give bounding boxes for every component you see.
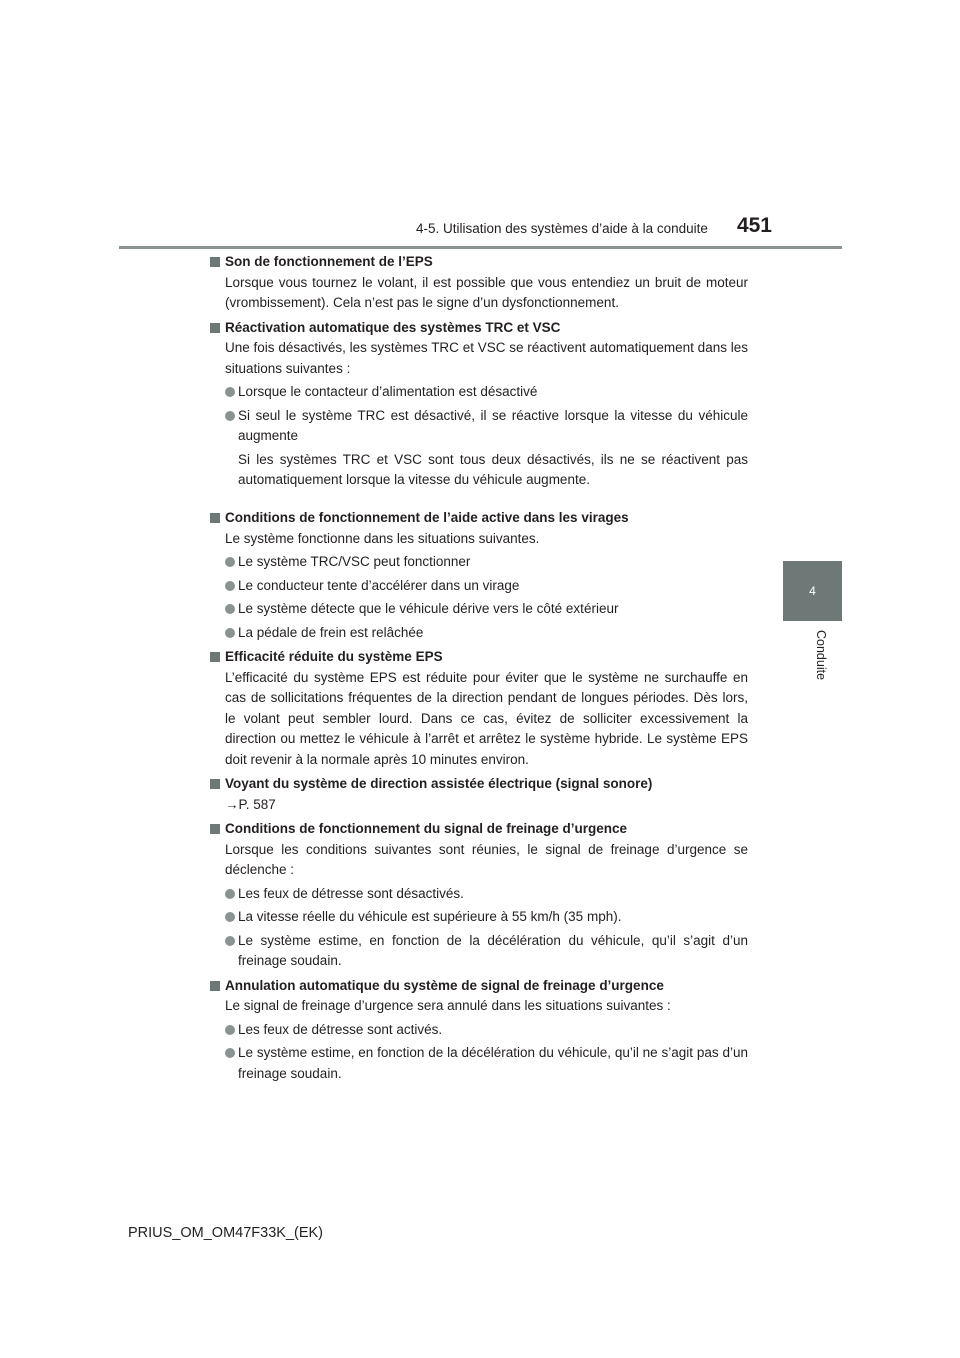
- list-item-text: Le conducteur tente d’accélérer dans un virage: [238, 577, 520, 593]
- list-item: [210, 623, 748, 644]
- list-item-text: Lorsque le contacteur d’alimentation est désactivé: [238, 384, 538, 399]
- list-item-text: Si seul le système TRC est désactivé, il se réactive lorsque la vitesse du véhicule augmente: [238, 407, 748, 443]
- round-bullet-icon: [225, 936, 235, 946]
- section-emergency-brake-signal-conditions: [210, 819, 748, 972]
- section-title: Efficacité réduite du système EPS: [225, 649, 443, 664]
- round-bullet-icon: [225, 912, 235, 922]
- list-item: [210, 552, 748, 573]
- list-item: [210, 406, 748, 447]
- section-title: Conditions de fonctionnement du signal de freinage d’urgence: [225, 821, 628, 836]
- page-number: 451: [736, 214, 772, 237]
- list-item-text: Les feux de détresse sont désactivés.: [238, 885, 464, 901]
- page-content: [210, 252, 748, 1084]
- section-trc-vsc-reactivation: [210, 318, 748, 491]
- section-paragraph: Le système fonctionne dans les situations suivantes.: [225, 530, 540, 546]
- section-paragraph: Lorsque vous tournez le volant, il est possible que vous entendiez un bruit de moteur (vrombissement). Cela n’est pas le signe d’un dysfonctionnement.: [225, 274, 748, 310]
- square-bullet-icon: [210, 779, 220, 789]
- round-bullet-icon: [225, 1048, 235, 1058]
- round-bullet-icon: [225, 557, 235, 567]
- section-title: Réactivation automatique des systèmes TRC et VSC: [225, 319, 561, 335]
- square-bullet-icon: [210, 824, 220, 834]
- square-bullet-icon: [210, 652, 220, 662]
- round-bullet-icon: [225, 1025, 235, 1035]
- section-eps-reduced-efficiency: [210, 647, 748, 770]
- round-bullet-icon: [225, 604, 235, 614]
- list-item-text: La pédale de frein est relâchée: [238, 624, 424, 640]
- list-item: [210, 599, 748, 620]
- list-item-text: Le système TRC/VSC peut fonctionner: [238, 554, 471, 569]
- round-bullet-icon: [225, 628, 235, 638]
- chapter-tab: [783, 561, 842, 621]
- section-title: Son de fonctionnement de l’EPS: [225, 254, 433, 269]
- round-bullet-icon: [225, 889, 235, 899]
- section-active-cornering-assist: [210, 508, 748, 643]
- round-bullet-icon: [225, 387, 235, 397]
- chapter-number: 4: [809, 584, 816, 598]
- section-eps-warning-light: [210, 774, 748, 815]
- chapter-label: Conduite: [814, 630, 828, 681]
- list-item: [210, 931, 748, 972]
- document-code: PRIUS_OM_OM47F33K_(EK): [128, 1225, 324, 1241]
- section-paragraph: Une fois désactivés, les systèmes TRC et VSC se réactivent automatiquement dans les situations suivantes :: [225, 340, 748, 376]
- list-item: [210, 907, 748, 928]
- square-bullet-icon: [210, 981, 220, 991]
- section-paragraph: L’efficacité du système EPS est réduite pour éviter que le système ne surchauffe en cas de sollicitations fréquentes de la direction pendant de longues périodes. Dès lors, le volant peut sembler lourd. Dans ce cas, évitez de solliciter excessivement la direction ou mettez le véhicule à l’arrêt et arrêtez le système hybride. Le système EPS doit revenir à la normale après 10 minutes environ.: [225, 669, 748, 767]
- section-eps-sound: [210, 252, 748, 314]
- round-bullet-icon: [225, 581, 235, 591]
- list-item-text: La vitesse réelle du véhicule est supérieure à 55 km/h (35 mph).: [238, 909, 622, 924]
- section-title: Annulation automatique du système de signal de freinage d’urgence: [225, 977, 664, 993]
- list-item: [210, 1020, 748, 1041]
- header-divider: [119, 246, 842, 249]
- section-emergency-brake-signal-cancel: [210, 976, 748, 1085]
- list-item-text: Le système détecte que le véhicule dérive vers le côté extérieur: [238, 601, 619, 616]
- page-reference: →P. 587: [225, 796, 276, 812]
- list-item-text: Le système estime, en fonction de la décélération du véhicule, qu’il s’agit d’un freinage soudain.: [238, 932, 748, 968]
- section-paragraph: Le signal de freinage d’urgence sera annulé dans les situations suivantes :: [225, 998, 671, 1013]
- list-item: [210, 884, 748, 905]
- section-title: Voyant du système de direction assistée électrique (signal sonore): [225, 776, 653, 791]
- header-section-title: 4-5. Utilisation des systèmes d’aide à la conduite: [416, 221, 708, 236]
- list-item: [210, 382, 748, 403]
- list-item: [210, 576, 748, 597]
- section-title: Conditions de fonctionnement de l’aide active dans les virages: [225, 510, 629, 525]
- square-bullet-icon: [210, 257, 220, 267]
- square-bullet-icon: [210, 513, 220, 523]
- square-bullet-icon: [210, 323, 220, 333]
- list-item-note: Si les systèmes TRC et VSC sont tous deux désactivés, ils ne se réactivent pas automatiquement lorsque la vitesse du véhicule augmente.: [238, 451, 748, 487]
- list-item: [210, 1043, 748, 1084]
- list-item-text: Les feux de détresse sont activés.: [238, 1021, 443, 1037]
- round-bullet-icon: [225, 411, 235, 421]
- section-paragraph: Lorsque les conditions suivantes sont réunies, le signal de freinage d’urgence se déclenche :: [225, 841, 748, 877]
- list-item-text: Le système estime, en fonction de la décélération du véhicule, qu’il ne s’agit pas d’un freinage soudain.: [238, 1045, 748, 1081]
